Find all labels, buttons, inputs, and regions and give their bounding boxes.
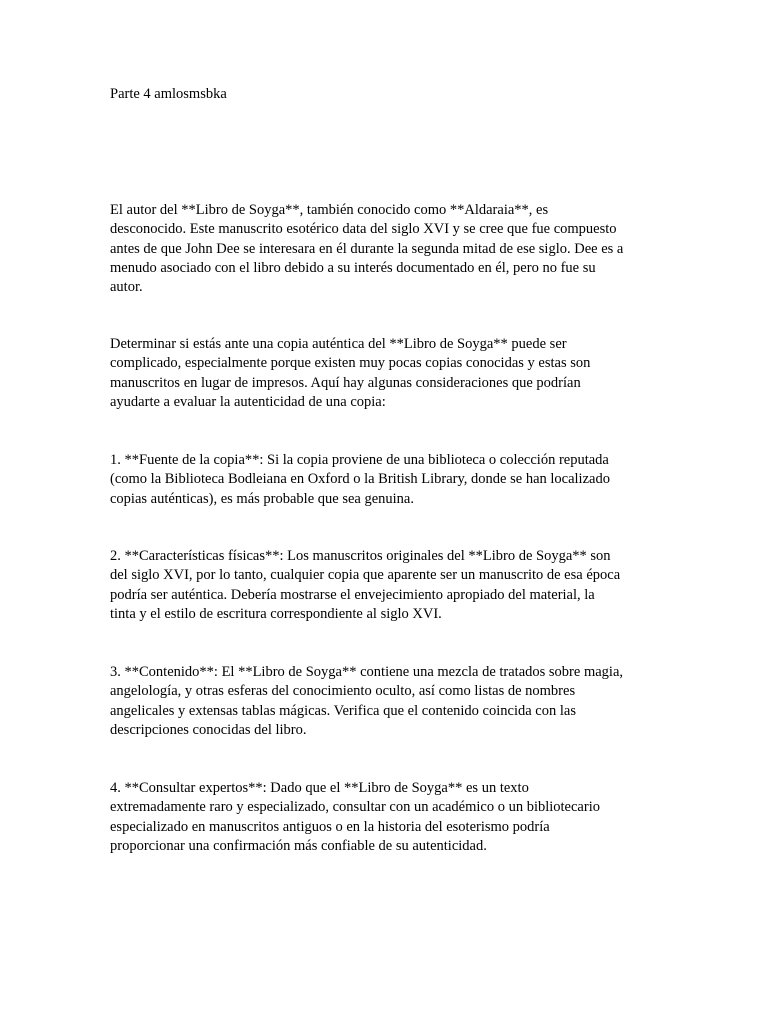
paragraph-line: descripciones conocidas del libro. <box>110 721 307 738</box>
paragraph-line: tinta y el estilo de escritura correspondiente al siglo XVI. <box>110 605 442 622</box>
paragraph-line: El autor del **Libro de Soyga**, también conocido como **Aldaraia**, es <box>110 202 549 218</box>
paragraph-authenticity-intro <box>110 335 590 412</box>
paragraph-line: angelología, y otras esferas del conocimiento oculto, así como listas de nombres <box>110 683 576 700</box>
document-title: Parte 4 amlosmsbka <box>110 86 227 102</box>
paragraph-line: especializado en manuscritos antiguos o en la historia del esoterismo podría <box>110 818 550 835</box>
paragraph-line: antes de que John Dee se interesara en él durante la segunda mitad de ese siglo. Dee es a <box>110 240 624 257</box>
paragraph-line: autor. <box>110 279 143 296</box>
paragraph-line: extremadamente raro y especializado, consultar con un académico o un bibliotecario <box>110 799 600 816</box>
paragraph-line: 3. **Contenido**: El **Libro de Soyga** contiene una mezcla de tratados sobre magia, <box>110 664 624 680</box>
paragraph-line: Determinar si estás ante una copia auténtica del **Libro de Soyga** puede ser <box>110 336 567 352</box>
paragraph-line: copias auténticas), es más probable que sea genuina. <box>110 490 414 507</box>
list-item-experts <box>110 779 600 856</box>
paragraph-line: (como la Biblioteca Bodleiana en Oxford o la British Library, donde se han localizado <box>110 471 610 488</box>
paragraph-line: proporcionar una confirmación más confiable de su autenticidad. <box>110 837 487 854</box>
paragraph-line: desconocido. Este manuscrito esotérico data del siglo XVI y se cree que fue compuesto <box>110 221 617 238</box>
paragraph-line: menudo asociado con el libro debido a su interés documentado en él, pero no fue su <box>110 259 596 276</box>
paragraph-line: ayudarte a evaluar la autenticidad de una copia: <box>110 393 386 410</box>
list-item-source <box>110 451 610 509</box>
paragraph-line: 1. **Fuente de la copia**: Si la copia proviene de una biblioteca o colección reputada <box>110 452 609 468</box>
list-item-content <box>110 663 623 740</box>
paragraph-line: angelicales y extensas tablas mágicas. Verifica que el contenido coincida con las <box>110 702 576 719</box>
paragraph-line: 4. **Consultar expertos**: Dado que el **Libro de Soyga** es un texto <box>110 780 529 796</box>
paragraph-line: manuscritos en lugar de impresos. Aquí hay algunas consideraciones que podrían <box>110 374 581 391</box>
list-item-physical <box>110 547 620 624</box>
paragraph-line: del siglo XVI, por lo tanto, cualquier copia que aparente ser un manuscrito de esa época <box>110 567 621 584</box>
paragraph-line: complicado, especialmente porque existen muy pocas copias conocidas y estas son <box>110 355 591 372</box>
paragraph-author <box>110 201 623 297</box>
paragraph-line: 2. **Características físicas**: Los manuscritos originales del **Libro de Soyga** son <box>110 548 611 564</box>
paragraph-line: podría ser auténtica. Debería mostrarse el envejecimiento apropiado del material, la <box>110 586 595 603</box>
